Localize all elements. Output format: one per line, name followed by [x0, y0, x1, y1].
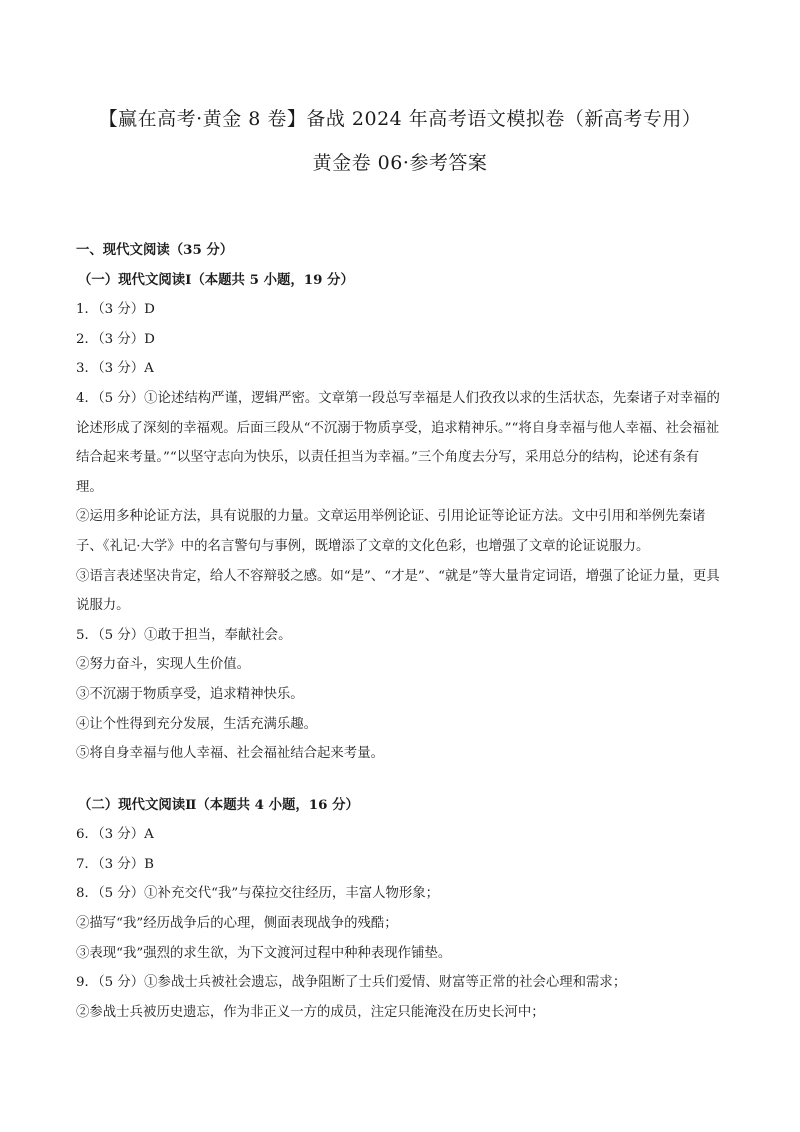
part-heading: （二）现代文阅读Ⅱ（本题共 4 小题，16 分）: [78, 796, 359, 813]
answer-line: 1．（3 分）D: [76, 302, 155, 318]
answer-line: 6．（3 分）A: [76, 827, 154, 843]
answer-paragraph: ③语言表述坚决肯定，给人不容辩驳之感。如“是”、“才是”、“就是”等大量肯定词语，增强了论证力量，更具说服力。: [76, 568, 720, 614]
answer-line: 9．（5 分）①参战士兵被社会遗忘，战争阻断了士兵们爱情、财富等正常的社会心理和需求；: [76, 975, 627, 991]
answer-paragraph: ②运用多种论证方法，具有说服的力量。文章运用举例论证、引用论证等论证方法。文中引用和举例先秦诸子、《礼记·大学》中的名言警句与事例，既增添了文章的文化色彩，也增强了文章的论证说服力。: [76, 509, 706, 554]
answer-line: 3．（3 分）A: [76, 361, 154, 377]
document-title: 【赢在高考·黄金 8 卷】备战 2024 年高考语文模拟卷（新高考专用）: [98, 108, 702, 130]
document-subtitle: 黄金卷 06·参考答案: [312, 152, 488, 174]
answer-line: ②参战士兵被历史遗忘，作为非正义一方的成员，注定只能淹没在历史长河中；: [76, 1004, 545, 1020]
answer-line: ②描写“我”经历战争后的心理，侧面表现战争的残酷；: [76, 916, 398, 932]
part-heading: （一）现代文阅读Ⅰ（本题共 5 小题，19 分）: [78, 271, 354, 288]
answer-line: 5．（5 分）①敢于担当，奉献社会。: [76, 627, 292, 643]
answer-line: ④让个性得到充分发展，生活充满乐趣。: [76, 716, 318, 732]
section-spacer: [76, 769, 722, 791]
answer-line: ③表现“我”强烈的求生欲，为下文渡河过程中种种表现作铺垫。: [76, 945, 452, 961]
answer-content: [76, 236, 722, 1027]
answer-line: 8．（5 分）①补充交代“我”与葆拉交往经历，丰富人物形象；: [76, 886, 440, 902]
answer-line: ③不沉溺于物质享受，追求精神快乐。: [76, 686, 304, 702]
answer-line: ⑤将自身幸福与他人幸福、社会福祉结合起来考量。: [76, 746, 384, 762]
section-heading: 一、现代文阅读（35 分）: [76, 242, 234, 258]
answer-line: 7．（3 分）B: [76, 856, 154, 872]
answer-line: 2．（3 分）D: [76, 331, 155, 347]
answer-line: ②努力奋斗，实现人生价值。: [76, 657, 251, 673]
answer-paragraph: 4．（5 分）①论述结构严谨，逻辑严密。文章第一段总写幸福是人们孜孜以求的生活状态，先秦诸子对幸福的论述形成了深刻的幸福观。后面三段从“不沉溺于物质享受，追求精神乐。”“将自身幸福与他人幸福、社会福祉结合起来考量。”“以坚守志向为快乐，以责任担当为幸福。”三个角度去分写，采用总分的结构，论述有条有理。: [76, 390, 720, 495]
